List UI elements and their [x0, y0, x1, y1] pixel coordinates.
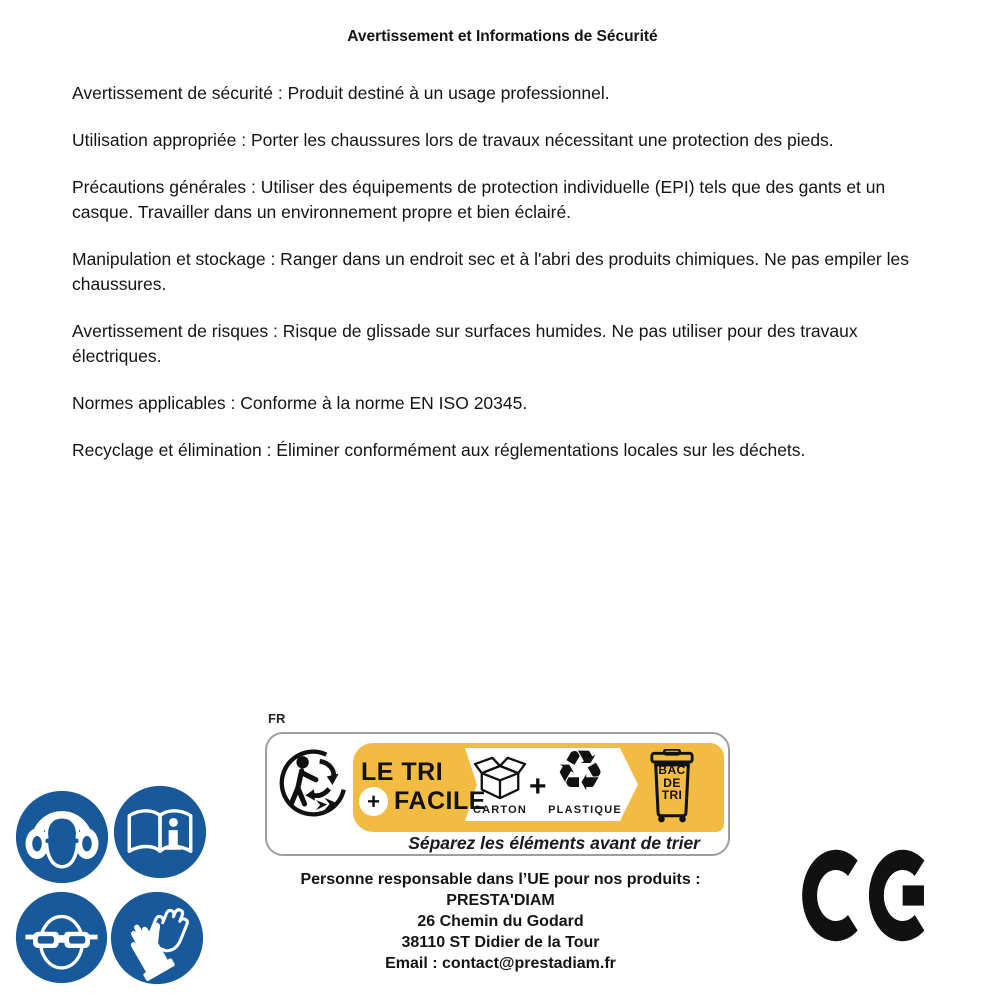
info-tri-box: [265, 732, 730, 856]
paragraph-handling-storage: Manipulation et stockage : Ranger dans un endroit sec et à l'abri des produits chimiques. Ne pas empiler les chaussures.: [72, 249, 909, 294]
sorting-tagline: Séparez les éléments avant de trier: [408, 833, 700, 853]
paragraph-appropriate-use: Utilisation appropriée : Porter les chaussures lors de travaux nécessitant une protection des pieds.: [72, 130, 834, 150]
country-code-label: FR: [268, 711, 286, 726]
bac-de-tri-text: BAC DE TRI: [658, 763, 686, 802]
carton-box-icon: [473, 753, 527, 801]
ce-mark-icon: [799, 845, 941, 946]
info-tri-label: [265, 711, 730, 857]
plastic-recycling-icon: ♻: [555, 739, 606, 804]
paragraph-risk-warning: Avertissement de risques : Risque de glissade sur surfaces humides. Ne pas utiliser pour des travaux électriques.: [72, 321, 858, 366]
wear-protective-gloves-icon: [109, 890, 205, 986]
le-tri-text: LE TRI: [361, 758, 444, 786]
responsible-person-block: [268, 869, 733, 974]
contact-email: Email : contact@prestadiam.fr: [385, 955, 616, 972]
materials-plus-sign: +: [529, 770, 547, 803]
plus-badge: [359, 787, 388, 816]
paragraph-recycling: Recyclage et élimination : Éliminer conformément aux réglementations locales sur les déchets.: [72, 440, 806, 460]
paragraph-general-precautions: Précautions générales : Utiliser des équipements de protection individuelle (EPI) tels que des gants et un casque. Travailler dans un environnement propre et bien éclairé.: [72, 177, 886, 222]
wear-eye-protection-icon: [14, 890, 109, 985]
page-title: Avertissement et Informations de Sécurité: [347, 28, 658, 45]
carton-label: CARTON: [472, 804, 528, 816]
address-street: 26 Chemin du Godard: [417, 913, 584, 930]
plus-badge-glyph: +: [367, 788, 380, 814]
triman-icon: [277, 742, 351, 828]
safety-paragraphs: [72, 81, 936, 485]
company-name: PRESTA'DIAM: [446, 892, 555, 909]
paragraph-safety-warning: Avertissement de sécurité : Produit destiné à un usage professionnel.: [72, 83, 610, 103]
read-instruction-manual-icon: [112, 784, 208, 880]
facile-text: FACILE: [394, 787, 486, 815]
address-city: 38110 ST Didier de la Tour: [401, 934, 600, 951]
paragraph-standards: Normes applicables : Conforme à la norme EN ISO 20345.: [72, 393, 528, 413]
responsible-intro: Personne responsable dans l’UE pour nos produits :: [300, 871, 701, 888]
plastique-label: PLASTIQUE: [548, 804, 622, 816]
wear-ear-protection-icon: [14, 789, 110, 885]
